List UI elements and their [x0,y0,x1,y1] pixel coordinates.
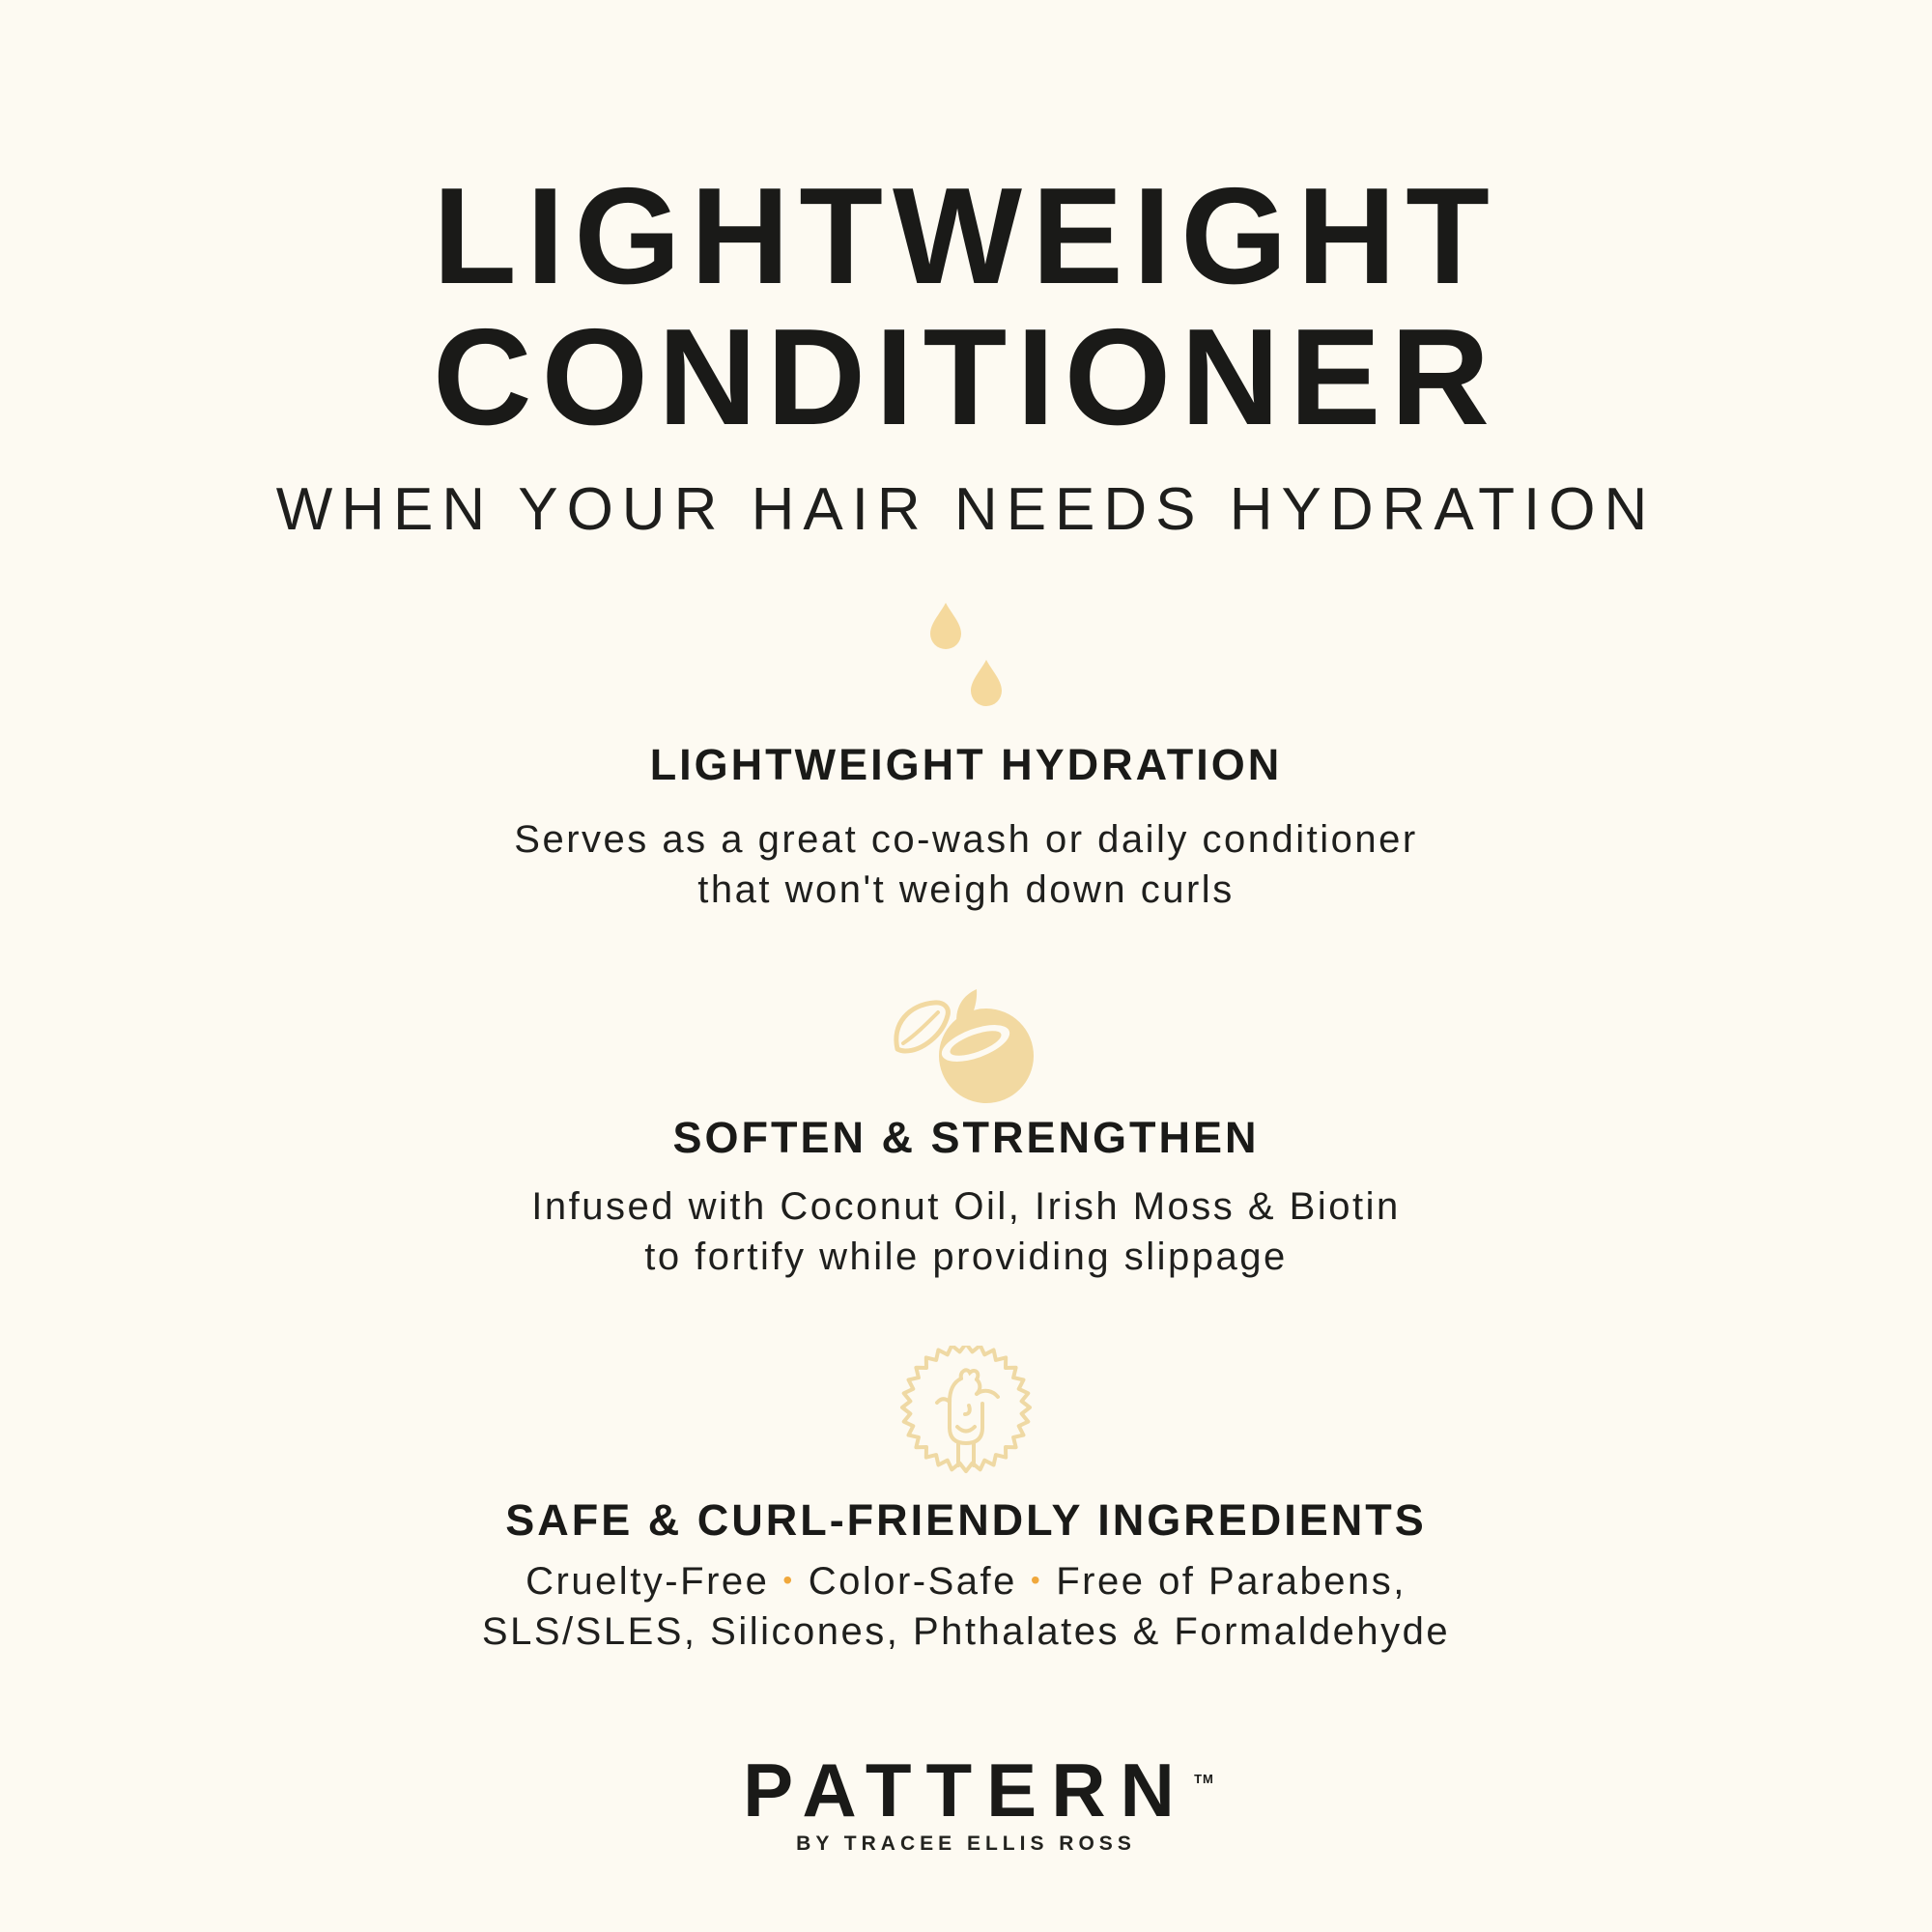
body-line: SLS/SLES, Silicones, Phthalates & Formaldehyde [481,1610,1451,1653]
trademark-symbol: TM [1194,1772,1214,1786]
ingredient-claim: Free of Parabens, [1056,1560,1406,1603]
title-line-1: LIGHTWEIGHT [433,159,1499,313]
body-line: Serves as a great co-wash or daily conditioner [514,818,1418,861]
ingredient-claim: Color-Safe [808,1560,1017,1603]
section-body-soften-strengthen [0,1181,1932,1282]
bullet-dot-icon: • [782,1565,795,1595]
title-line-2: CONDITIONER [433,300,1499,454]
body-line: Infused with Coconut Oil, Irish Moss & Biotin [531,1185,1401,1228]
section-body-lightweight-hydration [0,814,1932,915]
section-heading-safe-ingredients: SAFE & CURL-FRIENDLY INGREDIENTS [505,1495,1427,1545]
page-title [0,159,1932,454]
body-line: to fortify while providing slippage [644,1236,1288,1278]
brand-wordmark: PATTERN [743,1747,1189,1833]
body-line-with-bullets [0,1555,1932,1606]
afro-face-icon-svg [889,1346,1043,1491]
section-body-safe-ingredients [0,1555,1932,1657]
body-line: that won't weigh down curls [697,868,1235,911]
section-heading-lightweight-hydration: LIGHTWEIGHT HYDRATION [649,740,1283,789]
brand-logo [0,1747,1932,1833]
section-heading-soften-strengthen: SOFTEN & STRENGTHEN [672,1113,1260,1162]
ingredient-claim: Cruelty-Free [526,1560,770,1603]
brand-tagline: BY TRACEE ELLIS ROSS [796,1833,1136,1855]
bullet-dot-icon: • [1030,1565,1043,1595]
coconut-icon-svg [884,987,1048,1111]
water-drops-icon [0,597,1932,713]
page-subtitle: WHEN YOUR HAIR NEEDS HYDRATION [275,476,1657,543]
afro-face-icon [0,1346,1932,1491]
coconut-icon [0,987,1932,1111]
water-drops-icon-svg [918,597,1014,713]
